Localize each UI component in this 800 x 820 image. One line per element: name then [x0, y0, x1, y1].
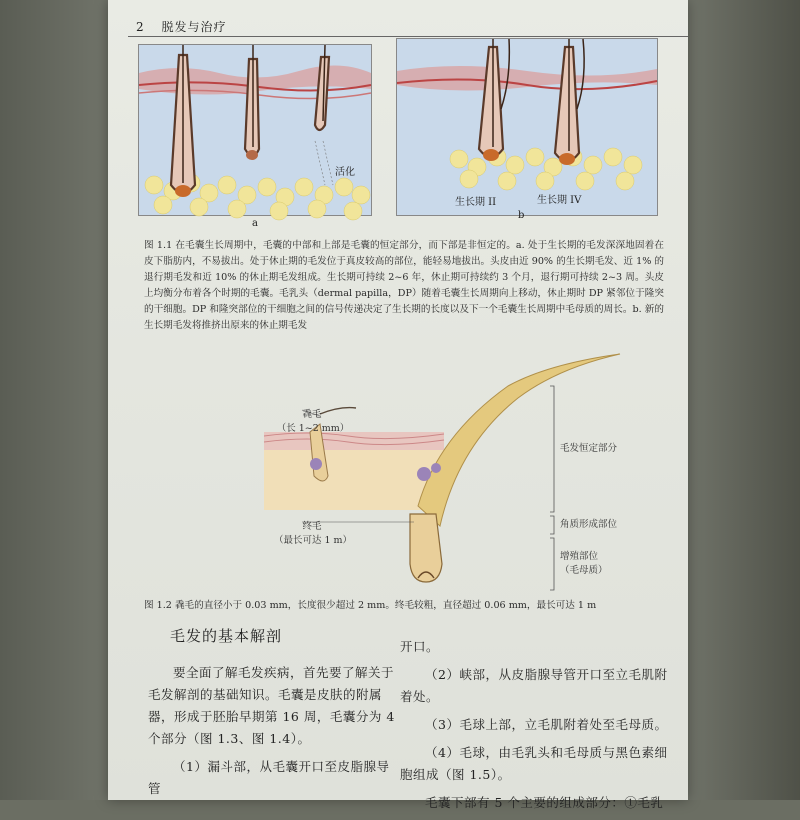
figure-1-1-caption: 图 1.1 在毛囊生长周期中，毛囊的中部和上部是毛囊的恒定部分，而下部是非恒定的。a. 处于生长期的毛发深深地固着在皮下脂肪内，不易拔出。处于休止期的毛发位于真皮较高的部位，能轻易地拔出。头皮由近 90% 的生长期毛发、近 1% 的退行期毛发和近 10% 的休止期毛发组成。生长期可持续 2~6 年，休止期可持续约 3 个月，退行期可持续 2~3 周。头皮上均衡分布着各个时期的毛囊。毛乳头（dermal papilla，DP）随着毛囊生长周期向上移动，休止期时 DP 紧邻位于隆突的干细胞。DP 和隆突部位的干细胞之间的信号传递决定了生长期的长度以及下一个毛囊生长周期中毛母质的周长。b. 新的生长期毛发将推挤出原来的休止期毛发	[144, 240, 664, 331]
page-number: 2	[136, 20, 145, 34]
hair-cycle-illustration-b	[397, 39, 657, 215]
label-keratinization: 角质形成部位	[560, 519, 618, 530]
right-column	[400, 636, 670, 820]
paragraph-continuation: 开口。	[400, 639, 440, 654]
label-activated: 活化	[335, 167, 355, 178]
label-b: b	[518, 210, 525, 221]
label-vellus: 毳毛	[302, 409, 322, 420]
running-header	[136, 18, 226, 35]
paragraph-bulb: （4）毛球，由毛乳头和毛母质与黑色素细胞组成（图 1.5）。	[400, 745, 668, 782]
paragraph-upper-bulb: （3）毛球上部，立毛肌附着处至毛母质。	[425, 717, 668, 732]
label-anagen-2: 生长期 II	[455, 197, 497, 208]
paragraph-lower-follicle: 毛囊下部有 5 个主要的组成部分：①毛乳	[425, 795, 664, 810]
hair-cycle-illustration-a	[139, 45, 371, 215]
figure-1-2-caption: 图 1.2 毳毛的直径小于 0.03 mm，长度很少超过 2 mm。终毛较粗，直径超过 0.06 mm，最长可达 1 m	[144, 600, 597, 611]
paragraph-isthmus: （2）峡部，从皮脂腺导管开口至立毛肌附着处。	[400, 667, 668, 704]
label-matrix: （毛母质）	[560, 565, 608, 576]
section-title: 毛发的基本解剖	[170, 627, 283, 645]
header-rule	[128, 36, 688, 37]
paragraph-intro: 要全面了解毛发疾病，首先要了解关于毛发解剖的基础知识。毛囊是皮肤的附属器，形成于胚胎早期第 16 周，毛囊分为 4 个部分（图 1.3、图 1.4）。	[148, 665, 395, 746]
label-terminal: 终毛	[302, 521, 322, 532]
book-title: 脱发与治疗	[161, 20, 227, 34]
left-column	[148, 662, 398, 806]
label-terminal-length: （最长可达 1 m）	[273, 535, 353, 546]
figure-1-1a	[138, 44, 372, 216]
paragraph-infundibulum: （1）漏斗部，从毛囊开口至皮脂腺导管	[148, 759, 390, 796]
label-permanent-part: 毛发恒定部分	[560, 443, 618, 454]
label-proliferation: 增殖部位	[560, 551, 599, 562]
label-vellus-length: （长 1~2 mm）	[276, 423, 350, 434]
book-page	[108, 0, 688, 810]
label-a: a	[252, 218, 258, 229]
label-anagen-4: 生长期 IV	[537, 195, 582, 206]
figure-1-1b	[396, 38, 658, 216]
